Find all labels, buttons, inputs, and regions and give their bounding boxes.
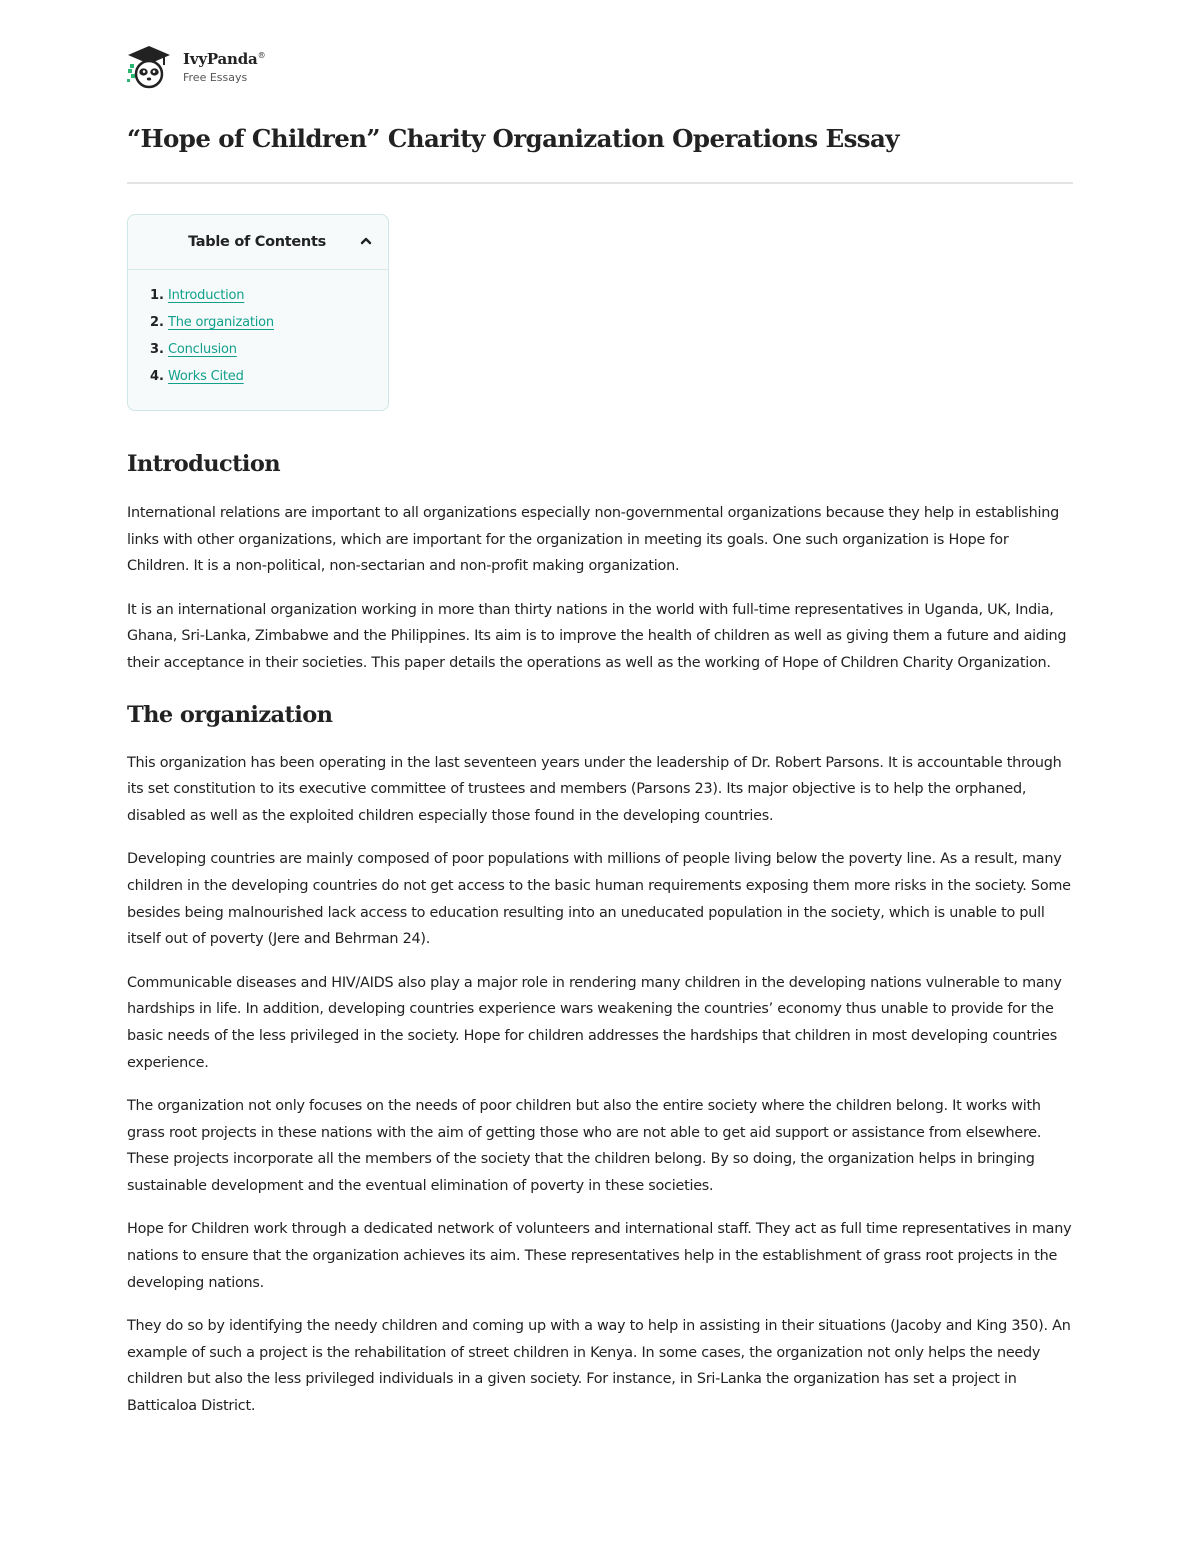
graduation-cap-panda-icon (127, 44, 171, 90)
logo[interactable] (127, 44, 265, 90)
toc-link-introduction[interactable]: Introduction (168, 288, 245, 303)
toc-link-works-cited[interactable]: Works Cited (168, 369, 244, 384)
logo-tagline: Free Essays (183, 70, 248, 84)
toc-item (150, 369, 274, 396)
table-of-contents (127, 214, 389, 411)
toc-link-organization[interactable]: The organization (168, 315, 274, 330)
toc-title: Table of Contents (188, 234, 326, 250)
toc-header[interactable] (128, 215, 388, 270)
section-heading-introduction: Introduction (127, 451, 281, 477)
chevron-up-icon[interactable] (360, 235, 372, 247)
paragraph: The organization not only focuses on the needs of poor children but also the entire society where the children belong. It works with grass root projects in these nations with the aim of getting those who are not able to get aid support or assistance from elsewhere. These projects incorporate all the members of the society that the children belong. By so doing, the organization helps in bringing sustainable development and the eventual elimination of poverty in these societies. (127, 1098, 1042, 1194)
page-title: “Hope of Children” Charity Organization Operations Essay (127, 124, 899, 153)
toc-item (150, 315, 274, 342)
title-divider (127, 182, 1073, 184)
paragraph: Developing countries are mainly composed of poor populations with millions of people living below the poverty line. As a result, many children in the developing countries do not get access to the basic human requirements exposing them more risks in the society. Some besides being malnourished lack access to education resulting into an uneducated population in the society, which is unable to pull itself out of poverty (Jere and Behrman 24). (127, 851, 1071, 948)
paragraph: Communicable diseases and HIV/AIDS also play a major role in rendering many children in the developing nations vulnerable to many hardships in life. In addition, developing countries experience wars weakening the countries’ economy thus unable to provide for the basic needs of the less privileged in the society. Hope for children addresses the hardships that children in most developing countries experience. (127, 974, 1062, 1071)
paragraph: This organization has been operating in the last seventeen years under the leadership of Dr. Robert Parsons. It is accountable through its set constitution to its executive committee of trustees and members (Parsons 23). Its major objective is to help the orphaned, disabled as well as the exploited children especially those found in the developing countries. (127, 754, 1062, 824)
toc-item (150, 342, 274, 369)
toc-link-conclusion[interactable]: Conclusion (168, 342, 237, 357)
logo-text (183, 49, 266, 84)
toc-item-number: 3. (150, 342, 164, 357)
toc-item-number: 2. (150, 315, 164, 330)
paragraph: Hope for Children work through a dedicated network of volunteers and international staff. They act as full time representatives in many nations to ensure that the organization achieves its aim. These representatives help in the establishment of grass root projects in the developing nations. (127, 1221, 1072, 1291)
section-heading-organization: The organization (127, 701, 333, 728)
paragraph: It is an international organization working in more than thirty nations in the world with full-time representatives in Uganda, UK, India, Ghana, Sri-Lanka, Zimbabwe and the Philippines. Its aim is to improve the health of children as well as giving them a future and aiding their acceptance in their societies. This paper details the operations as well as the working of Hope of Children Charity Organization. (127, 601, 1067, 671)
paragraph: They do so by identifying the needy children and coming up with a way to help in assisting in their situations (Jacoby and King 350). An example of such a project is the rehabilitation of street children in Kenya. In some cases, the organization not only helps the needy children but also the less privileged individuals in a given society. For instance, in Sri-Lanka the organization has set a project in Batticaloa District. (127, 1318, 1071, 1415)
logo-name: IvyPanda® (183, 49, 266, 68)
paragraph: International relations are important to all organizations especially non-governmental organizations because they help in establishing links with other organizations, which are important for the organization in meeting its goals. One such organization is Hope for Children. It is a non-political, non-sectarian and non-profit making organization. (127, 505, 1060, 575)
toc-item-number: 1. (150, 288, 164, 303)
toc-item (150, 288, 274, 315)
toc-list (150, 288, 274, 396)
article-body (127, 448, 1073, 1420)
toc-item-number: 4. (150, 369, 164, 384)
